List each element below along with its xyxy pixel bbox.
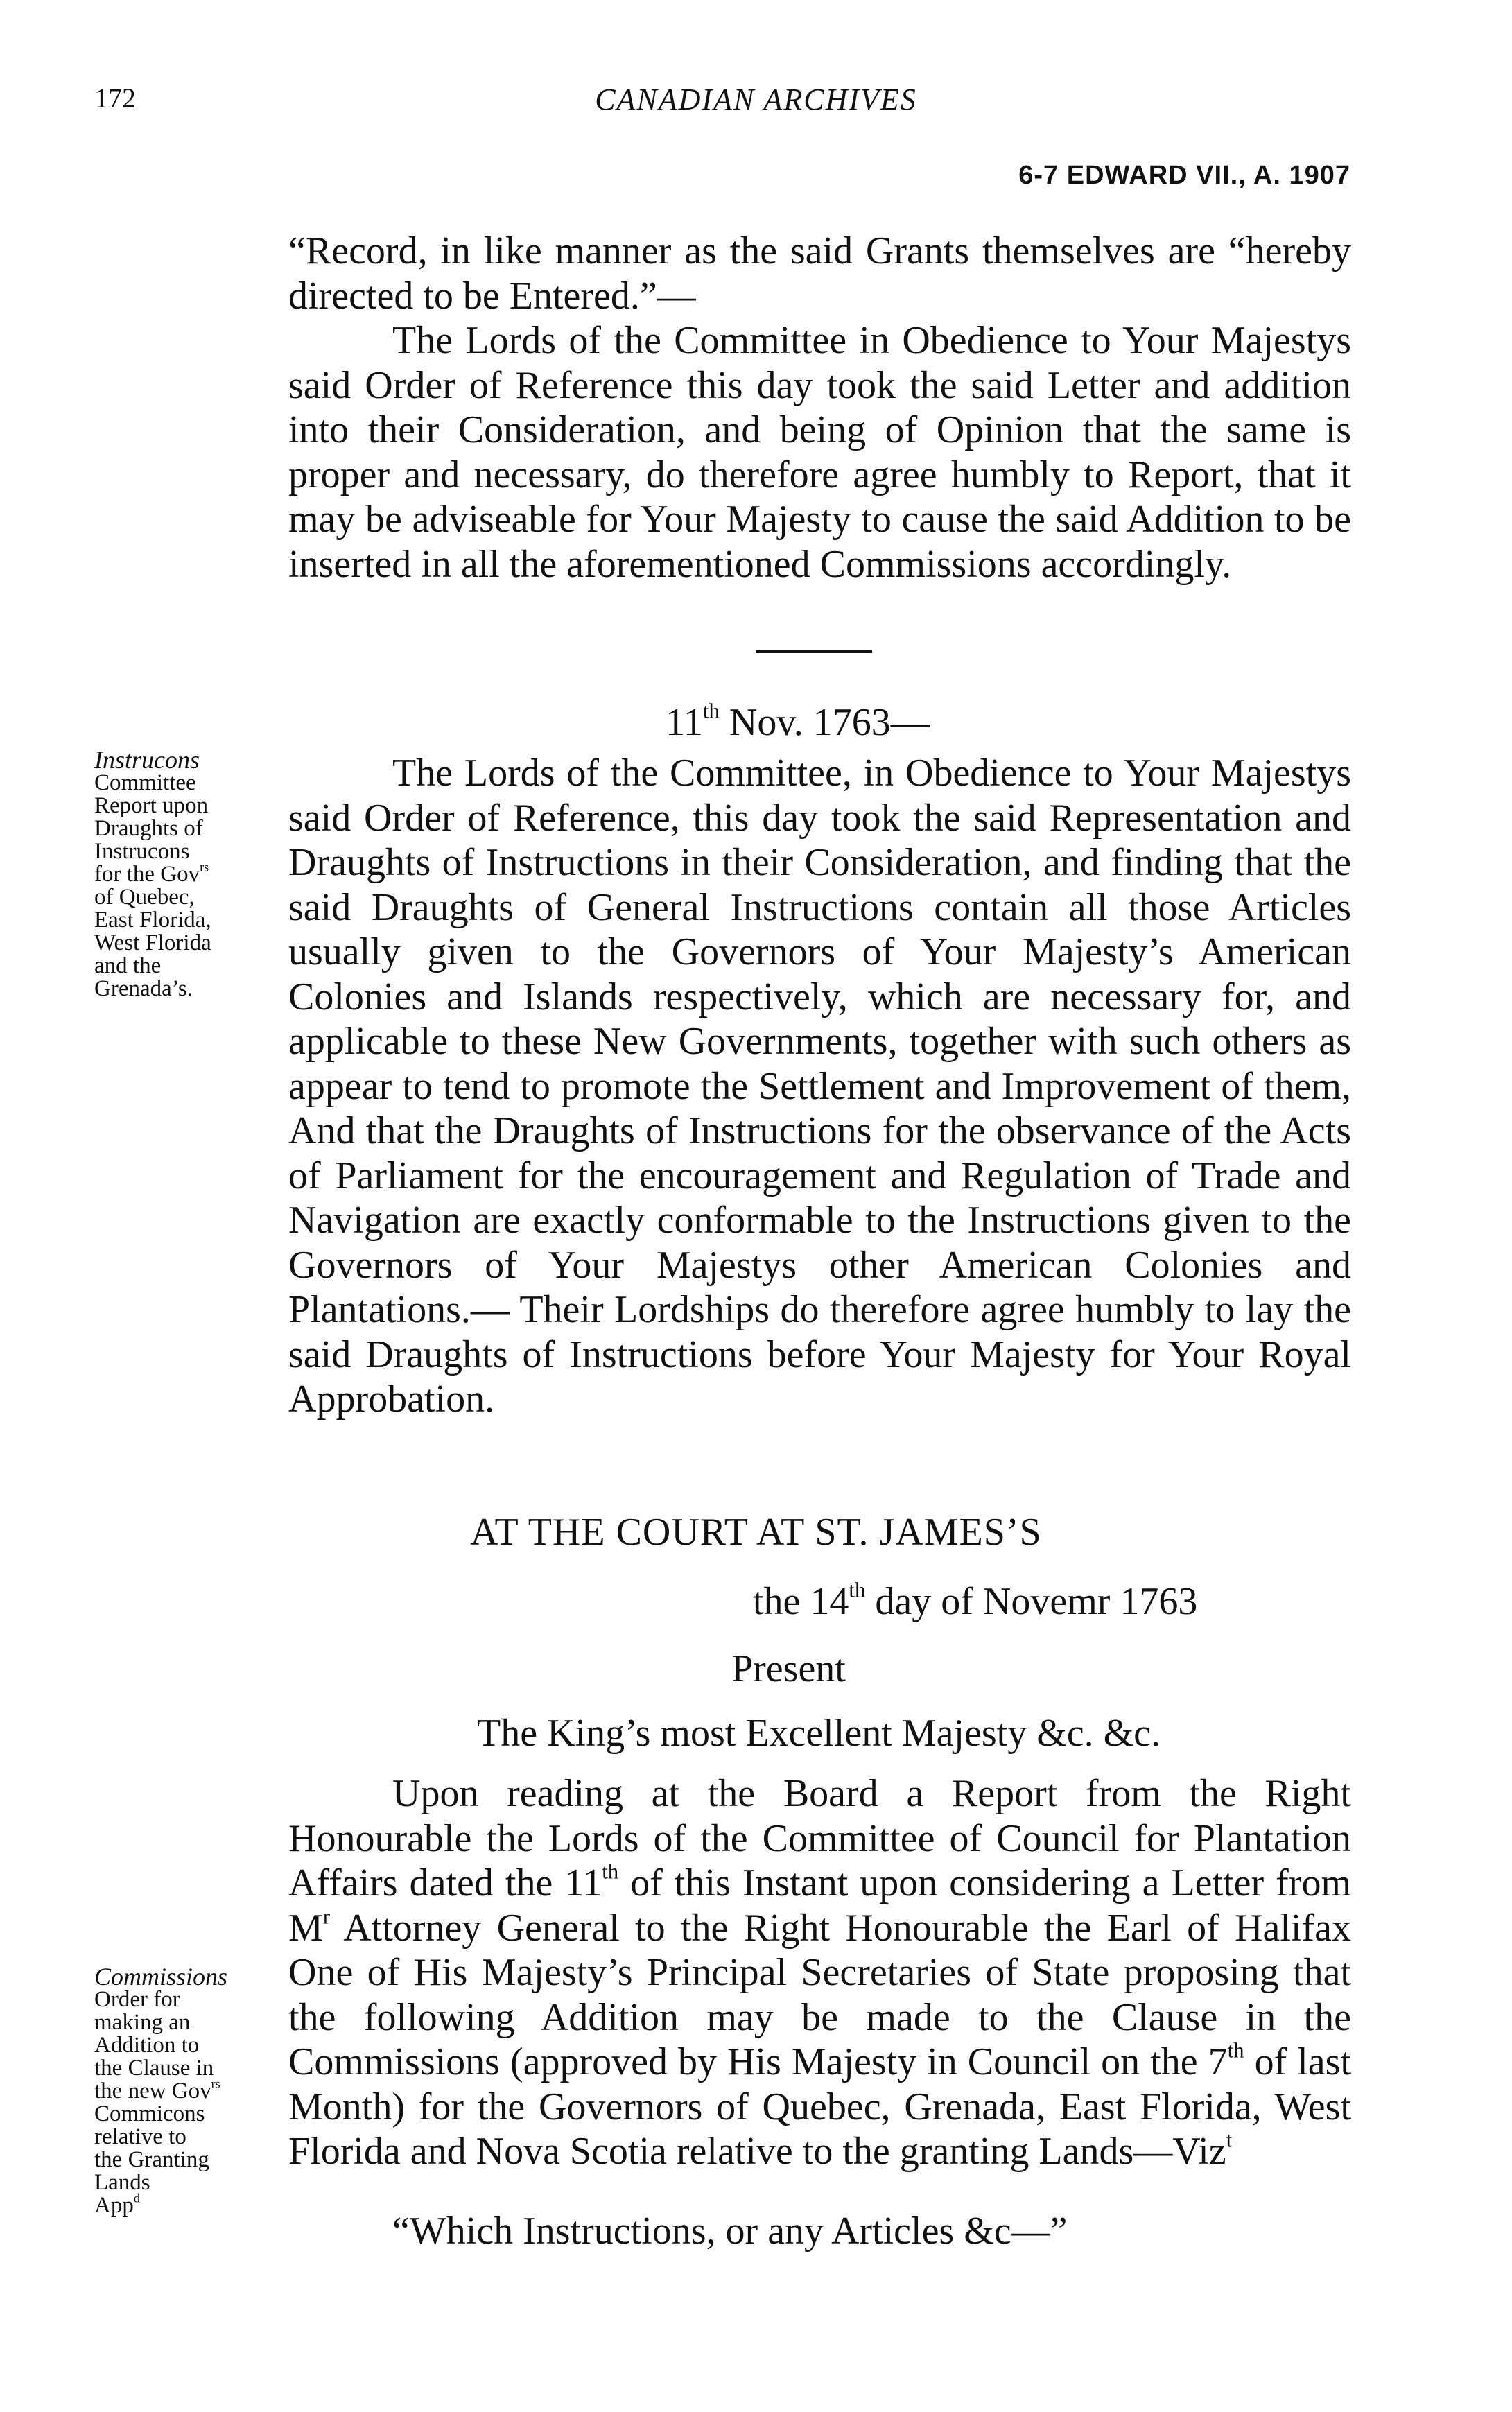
paragraph-block-2	[288, 751, 1351, 1422]
board-reading-paragraph: Upon reading at the Board a Report from the Right Honourable the Lords of the Committee of Council for Plantation Affairs dated the 11th of this Instant upon considering a Letter from $M^r$ Attorney General to the Right Honourable the Earl of Halifax One of His Majesty’s Principal Secretaries of State proposing that the following Addition may be made to the Clause in the Commissions (approved by His Majesty in Council on the 7th of last Month) for the Governors of Quebec, Grenada, East Florida, West Florida and Nova Scotia relative to the granting Lands—Viz$^t$	[288, 1772, 1352, 2173]
running-head: CANADIAN ARCHIVES	[595, 83, 917, 116]
committee-report-paragraph: The Lords of the Committee in Obedience to Your Majestys said Order of Reference this day took the said Letter and addition into their Consideration, and being of Opinion that the same is proper and necessary, do therefore agree humbly to Report, that it may be adviseable for Your Majesty to cause the said Addition to be inserted in all the aforementioned Commissions accordingly.	[288, 319, 1351, 586]
session-tag: 6-7 EDWARD VII., A. 1907	[1018, 161, 1350, 190]
closing-quote-line: “Which Instructions, or any Articles &c—”	[392, 2210, 1068, 2253]
marginal-note-commissions: Commissions Order for making an Addition to the Clause in the new Gov$^{rs}$ Commicons relative to the Granting Lands App$^d$	[94, 1963, 228, 2218]
date-heading: 11th Nov. 1763—	[666, 699, 930, 744]
court-date: the 14th day of Novemr 1763	[753, 1578, 1198, 1623]
kings-line: The King’s most Excellent Majesty &c. &c.	[477, 1712, 1161, 1755]
present-line: Present	[731, 1647, 846, 1690]
draughts-report-paragraph: The Lords of the Committee, in Obedience to Your Majestys said Order of Reference, this day took the said Representation and Draughts of Instructions in their Consideration, and finding that the said Draughts of General Instructions contain all those Articles usually given to the Governors of Your Majesty’s American Colonies and Islands respectively, which are necessary for, and applicable to these New Governments, together with such others as appear to tend to promote the Settlement and Improvement of them, And that the Draughts of Instructions for the observance of the Acts of Parliament for the encouragement and Regulation of Trade and Navigation are exactly conformable to the Instructions given to the Governors of Your Majestys other American Colonies and Plantations.— Their Lordships do therefore agree humbly to lay the said Draughts of Instructions before Your Majesty for Your Royal Approbation.	[288, 752, 1351, 1421]
court-heading: AT THE COURT AT ST. JAMES’S	[470, 1511, 1042, 1554]
section-divider	[756, 650, 872, 653]
paragraph-block-3	[288, 1771, 1351, 2174]
marginal-note-instructions: Instrucons Committee Report upon Draughts of Instrucons for the Gov$^{rs}$ of Quebec, East Florida, West Florida and the Grenada’s.	[94, 746, 211, 1001]
page-number: 172	[94, 83, 136, 114]
paragraph-block-1	[288, 229, 1351, 587]
quote-continuation: “Record, in like manner as the said Grants themselves are “hereby directed to be Entered.”—	[288, 229, 1351, 318]
